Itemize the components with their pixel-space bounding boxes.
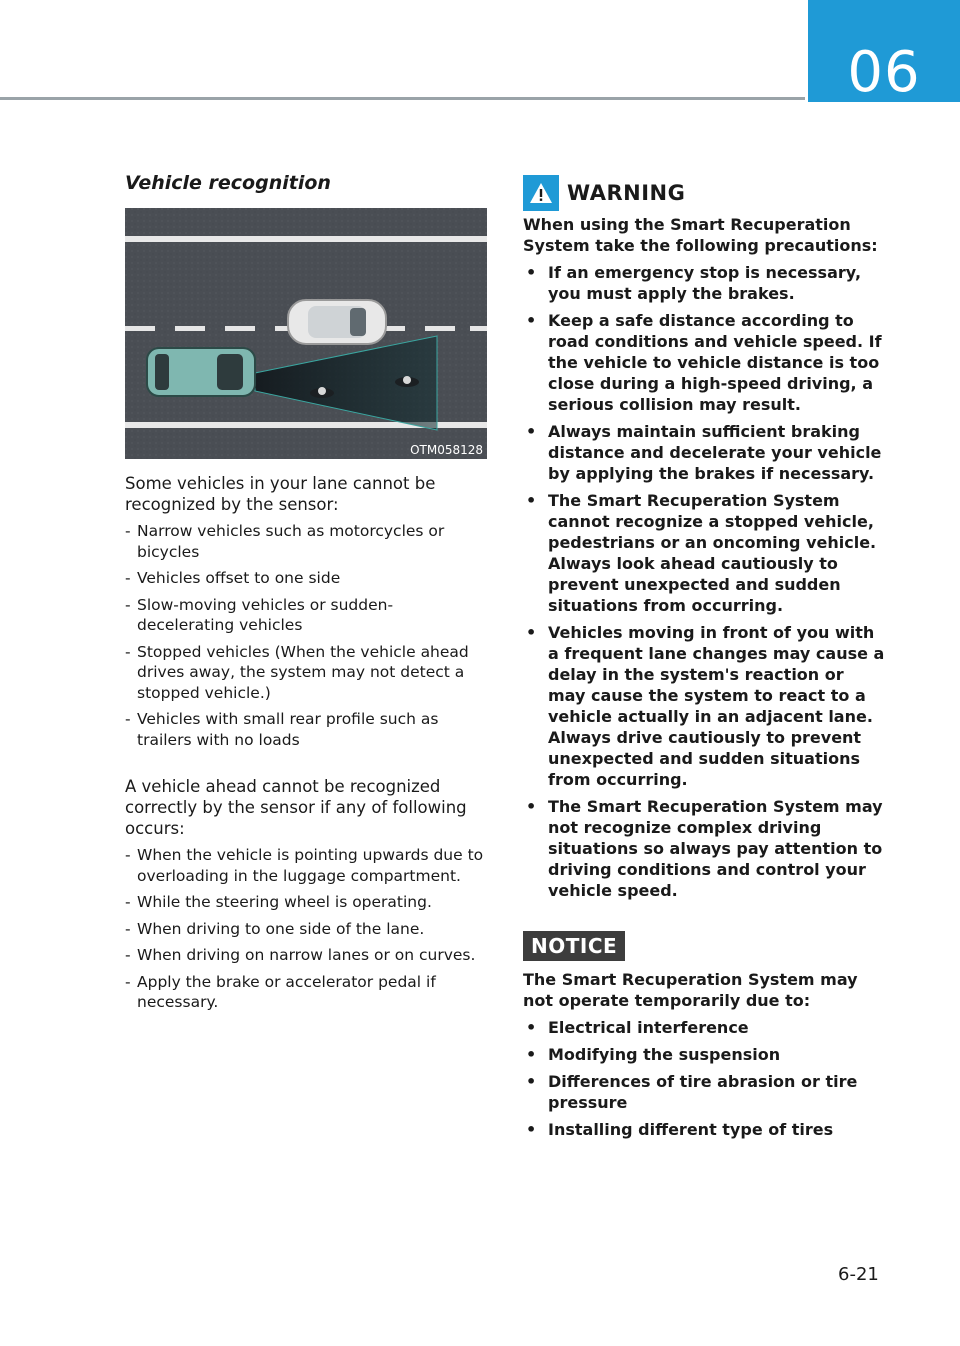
road-scene-image (125, 208, 487, 459)
warning-intro: When using the Smart Recuperation System take the following precautions: (523, 215, 878, 255)
list-item (125, 521, 487, 562)
list-item-text: Slow-moving vehicles or sudden-decelerating vehicles (137, 595, 394, 634)
chapter-number: 06 (808, 0, 960, 102)
list-item (125, 595, 487, 636)
list-item (125, 892, 487, 913)
list-item (523, 490, 885, 616)
section-title: Vehicle recognition (125, 172, 331, 194)
list-item-text: Vehicles with small rear profile such as trailers with no loads (137, 710, 439, 749)
dash-marker: - (125, 595, 131, 614)
bullet-marker: • (526, 1045, 537, 1064)
list-item-text: Differences of tire abrasion or tire pressure (548, 1072, 858, 1112)
left-column (125, 168, 487, 1019)
list-item (125, 945, 487, 966)
unrecognized-vehicles-list (125, 521, 487, 750)
dash-marker: - (125, 522, 131, 540)
dash-marker: - (125, 642, 131, 661)
list-item (523, 421, 885, 484)
list-item-text: Installing different type of tires (548, 1120, 834, 1139)
list-item-text: Stopped vehicles (When the vehicle ahead drives away, the system may not detect a stopped vehicle.) (137, 642, 469, 702)
list-item-text: Always maintain sufficient braking distance and decelerate your vehicle by applying the brakes if necessary. (548, 422, 882, 483)
page-number: 6-21 (838, 1264, 879, 1285)
bullet-marker: • (526, 491, 537, 510)
list-item-text: Modifying the suspension (548, 1045, 781, 1064)
list-item (523, 310, 885, 415)
notice-label: NOTICE (523, 931, 625, 961)
dash-marker: - (125, 946, 131, 964)
bullet-marker: • (526, 1120, 537, 1139)
list-item (125, 642, 487, 704)
notice-list (523, 1017, 885, 1140)
list-item (523, 1044, 885, 1065)
dash-marker: - (125, 919, 131, 938)
bullet-marker: • (526, 263, 537, 282)
bullet-marker: • (526, 311, 537, 330)
list-item-text: Keep a safe distance according to road conditions and vehicle speed. If the vehicle to vehicle distance is too close during a high-speed driving, a serious collision may result. (548, 311, 882, 414)
intro-paragraph-1: Some vehicles in your lane cannot be recognized by the sensor: (125, 474, 436, 514)
list-item-text: When driving to one side of the lane. (137, 919, 425, 938)
list-item (523, 1071, 885, 1113)
vehicle-recognition-illustration (125, 208, 487, 459)
list-item-text: Apply the brake or accelerator pedal if necessary. (137, 972, 436, 1011)
list-item (523, 262, 885, 304)
list-item (523, 622, 885, 790)
list-item-text: Electrical interference (548, 1018, 749, 1037)
bullet-marker: • (526, 422, 537, 441)
bullet-marker: • (526, 1018, 537, 1037)
dash-marker: - (125, 972, 131, 991)
illustration-code: OTM058128 (410, 443, 483, 457)
dash-marker: - (125, 569, 131, 587)
recognition-conditions-list (125, 845, 487, 1013)
intro-paragraph-2: A vehicle ahead cannot be recognized correctly by the sensor if any of following occurs: (125, 777, 467, 838)
notice-intro: The Smart Recuperation System may not operate temporarily due to: (523, 970, 858, 1010)
list-item (523, 1017, 885, 1038)
list-item-text: Vehicles offset to one side (137, 569, 341, 587)
bullet-marker: • (526, 797, 537, 816)
list-item-text: Narrow vehicles such as motorcycles or bicycles (137, 522, 445, 561)
bullet-marker: • (526, 1072, 537, 1091)
right-column (523, 172, 885, 1146)
list-item (125, 919, 487, 940)
list-item-text: While the steering wheel is operating. (137, 893, 432, 911)
bullet-marker: • (526, 623, 537, 642)
header-rule (0, 97, 805, 100)
dash-marker: - (125, 710, 131, 728)
list-item-text: When the vehicle is pointing upwards due to overloading in the luggage compartment. (137, 846, 484, 885)
list-item (125, 568, 487, 589)
dash-marker: - (125, 893, 131, 911)
list-item (125, 709, 487, 750)
list-item (125, 972, 487, 1013)
list-item-text: The Smart Recuperation System cannot recognize a stopped vehicle, pedestrians or an oncoming vehicle. Always look ahead cautiously to prevent unexpected and sudden situations from occurring. (548, 491, 877, 615)
warning-triangle-icon (523, 175, 559, 211)
warning-title: WARNING (567, 181, 686, 205)
warning-header (523, 172, 885, 214)
list-item (125, 845, 487, 886)
dash-marker: - (125, 846, 131, 864)
list-item-text: If an emergency stop is necessary, you must apply the brakes. (548, 263, 862, 303)
list-item-text: When driving on narrow lanes or on curves. (137, 946, 476, 964)
list-item-text: The Smart Recuperation System may not recognize complex driving situations so always pay attention to driving conditions and control your vehicle speed. (548, 797, 883, 900)
list-item-text: Vehicles moving in front of you with a frequent lane changes may cause a delay in the system's reaction or may cause the system to react to a vehicle actually in an adjacent lane. Always drive cautiously to prevent unexpected and sudden situations from occurring. (548, 623, 885, 789)
list-item (523, 796, 885, 901)
warning-list (523, 262, 885, 901)
list-item (523, 1119, 885, 1140)
